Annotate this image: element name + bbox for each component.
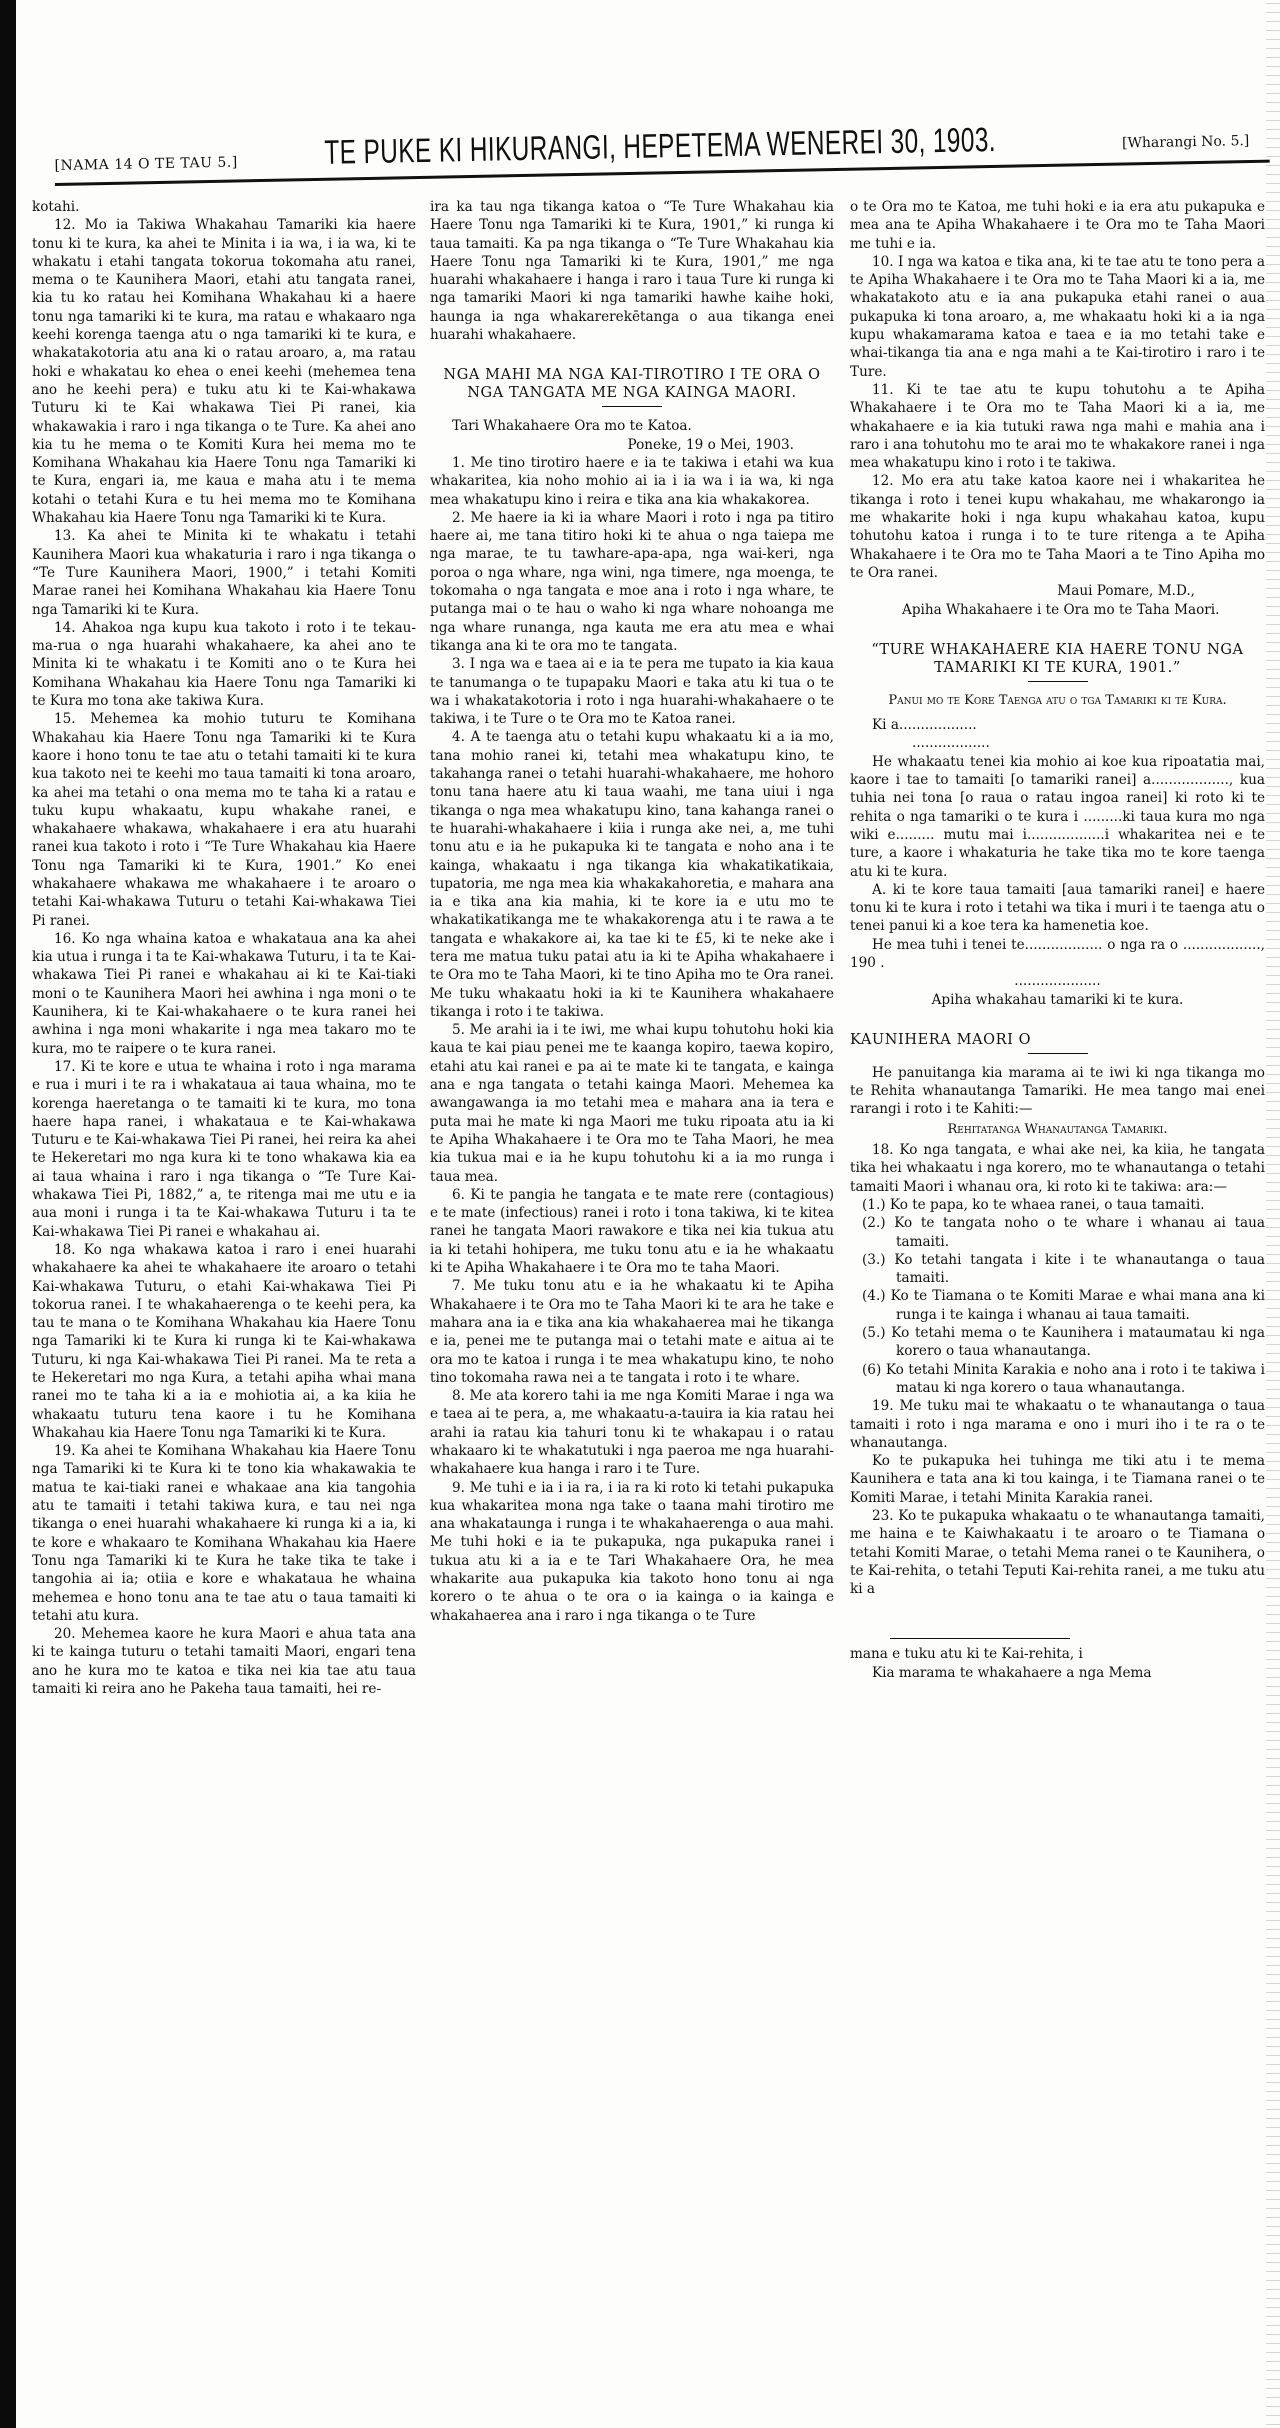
signature-name: Maui Pomare, M.D.,: [1057, 583, 1195, 600]
column-3: [850, 198, 1265, 1682]
paragraph: 4. A te taenga atu o tetahi kupu whakaatu ki a ia mo, tana mohio ranei ki, tetahi mea whakatupu kino, te takahanga ranei o tetahi huarahi-whakahaere, me hohoro tonu tana haere atu ki taua waahi, me tana uiui i nga tikanga o nga mea whakatupu kino, tana kahanga ranei o te huarahi-whakahaere i kiia i runga ake nei, a, me tuhi tonu atu e ia he pukapuka ki te tangata e noho ana i te kainga, whakaatu i nga tikanga kia whakatikatikaia, tupatoria, me nga mea kia whakakahoretia, e mahara ana ia e tika ana kia mahia, ki te kore ia e utu mo te whakatikatikanga me te whakakorenga atu i te rawa a te tangata e whakakore ai, ka tae ki te £5, ki te neke ake i tera me matua tuku patai atu ia ki te Apiha whakahaere i te Ora mo te Taha Maori, ki te tino Apiha mo te Ora ranei. Me tuku whakaatu hoki ia ki te Kaunihera whakahaere tikanga i roto i te takiwa.: [430, 729, 834, 1020]
paragraph: 5. Me arahi ia i te iwi, me whai kupu tohutohu hoki kia kaua te kai piau penei me te kaanga kopiro, taewa kopiro, etahi atu kai ranei e pa ai te mate ki te tangata, e kainga ana e nga tangata o tetahi kainga Maori. Mehemea ka awangawanga ia mo tetahi mea e mahara ana ia tera e puta mai he mate ki nga Maori me tuku ripoata atu ia ki te Apiha Whakahaere i te Ora mo te Taha Maori, he mea kia tukua mai e ia he kupu tohutohu ki a ia mo runga i taua mea.: [430, 1022, 834, 1185]
scan-edge-right: [1266, 0, 1280, 2428]
paragraph: 7. Me tuku tonu atu e ia he whakaatu ki te Apiha Whakahaere i te Ora mo te Taha Maori ki te ara he take e mahara ana ia e tika ana kia whakahaerea mai he tikanga e ia, penei me te putanga mai o tetahi mate e aitua ai te ora mo te katoa i runga i te mea whakatupu kino, te noho tino tokomaha rawa nei a te tangata i roto i te whare.: [430, 1278, 834, 1386]
paragraph: 9. Me tuhi e ia i ia ra, i ia ra ki roto ki tetahi pukapuka kua whakaritea mona nga take o taana mahi tirotiro me ana whakataunga i runga i te whakahaerenga o aua mahi. Me tuhi hoki e ia te pukapuka, nga pukapuka ranei i tukua atu ki a ia e te Tari Whakahaere Ora, he mea whakarite aua pukapuka kia takoto hono tonu ai nga korero o te ahua o te ora o ia kainga o ia kainga e whakahaerea ana i raro i nga tikanga o te Ture: [430, 1479, 834, 1624]
blank-space: [850, 1598, 1265, 1632]
paragraph: 8. Me ata korero tahi ia me nga Komiti Marae i nga wa e taea ai te pera, a, me whakaatu-a-tauira ia kia ratau hei arahi ia ratau kia tahuri tonu ki te whakapau i o ratau whakaaro ki te whakatutuki i nga paeroa me nga huarahi-whakahaere kua hanga i raro i te Ture.: [430, 1388, 834, 1478]
masthead: [53, 85, 1269, 188]
list-item: (3.) Ko tetahi tangata i kite i te whanautanga o taua tamaiti.: [862, 1251, 1265, 1287]
issue-number: [NAMA 14 O TE TAU 5.]: [54, 154, 238, 175]
newspaper-title: TE PUKE KI HIKURANGI, HEPETEMA WENEREI 30, 1903.: [324, 120, 997, 172]
paragraph: mana e tuku atu ki te Kai-rehita, i: [850, 1646, 1083, 1663]
article-heading: “TURE WHAKAHAERE KIA HAERE TONU NGA TAMARIKI KI TE KURA, 1901.”: [871, 641, 1244, 676]
column-1: [32, 198, 416, 1698]
form-paragraph: A. ki te kore taua tamaiti [aua tamariki ranei] e haere tonu ki te kura i roto i tetahi wa tika i muri i te taenga atu o tenei panui ki a koe tera ka hamenetia koe.: [850, 881, 1265, 935]
paragraph: 16. Ko nga whaina katoa e whakataua ana ka ahei kia utua i runga i ta te Kai-whakawa Tuturu, i ta te Kai-whakawa Tiei Pi ranei e whakahau ai ki te Kai-tiaki moni o te Kaunihera Maori hei awhina i nga moni o te Kaunihera, ki te Kai-whakahaere o te kura ranei hei awhina i nga moni whakarite i nga mea takaro mo te kura, mo te raipere o te kura ranei.: [32, 930, 416, 1057]
scan-border-left: [0, 0, 16, 2428]
list-item: (4.) Ko te Tiamana o te Komiti Marae e whai mana ana ki runga i te kainga i whanau ai taua tamaiti.: [862, 1288, 1265, 1323]
list-item: (5.) Ko tetahi mema o te Kaunihera i mataumatau ki nga korero o taua whanautanga.: [862, 1325, 1265, 1360]
divider: [1028, 681, 1088, 682]
paragraph: Ko te pukapuka hei tuhinga me tiki atu i te mema Kaunihera e tata ana ki tou kainga, i te Tiamana ranei o te Komiti Marae, i tetahi Minita Karakia ranei.: [850, 1453, 1265, 1506]
paragraph: 6. Ki te pangia he tangata e te mate rere (contagious) e te mate (infectious) ranei i roto i tona takiwa, ki te kitea ranei he tangata Maori rawakore e tika nei kia tukua atu ia ki tetahi hohipera, me tuku tonu atu e ia he whakaatu ki te Apiha Whakahaere i te Ora mo te taha Maori.: [430, 1186, 834, 1277]
list-item: (1.) Ko te papa, ko te whaea ranei, o taua tamaiti.: [862, 1196, 1205, 1213]
divider: [890, 1638, 1070, 1639]
paragraph: ira ka tau nga tikanga katoa o “Te Ture Whakahau kia Haere Tonu nga Tamariki ki te Kura, 1901,” ki runga ki taua tamaiti. Ka pa nga tikanga o “Te Ture Whakahau kia Haere Tonu nga Tamariki ki te Kura, 1901,” me nga huarahi whakahaere i hanga i raro i taua Ture ki runga ki nga tamariki Maori ki nga tamariki hawhe kaihe hoki, haunga ia nga whakarerekētanga o aua tikanga enei huarahi whakahaere.: [430, 199, 834, 344]
dateline: Poneke, 19 o Mei, 1903.: [627, 436, 794, 453]
form-paragraph: He whakaatu tenei kia mohio ai koe kua ripoatatia mai, kaore i tae to tamaiti [o tamariki ranei] a.................., kua tuhia nei tona [o raua o ratau ingoa ranei] ki roto ki te rehita o nga tamariki o te kura i .........ki taua kura mo nga wiki e......... mutu mai i..................i whakaritea nei e te ture, a kaore i whakaturia he take tika mo te kore taenga atu ki te kura.: [850, 753, 1265, 880]
paragraph: o te Ora mo te Katoa, me tuhi hoki e ia era atu pukapuka e mea ana te Apiha Whakahaere i te Ora mo te Taha Maori me tuhi e ia.: [850, 199, 1265, 252]
paragraph: 13. Ka ahei te Minita ki te whakatu i tetahi Kaunihera Maori kua whakaturia i raro i nga tikanga o “Te Ture Kaunihera Maori, 1900,” i tetahi Komiti Marae ranei hei Komihana Whakahau kia Haere Tonu nga Tamariki ki te Kura.: [32, 528, 416, 618]
paragraph: 12. Mo era atu take katoa kaore nei i whakaritea he tikanga i roto i tenei kupu whakahau, me whakarongo ia me whakarite hoki i nga kupu whakahau katoa, kupu tohutohu katoa i runga i to te ture ritenga a te Apiha Whakahaere i te Ora mo te Taha Maori a te Tino Apiha mo te Ora ranei.: [850, 473, 1265, 581]
office-line: Tari Whakahaere Ora mo te Katoa.: [452, 418, 692, 435]
form-signature-title: Apiha whakahau tamariki ki te kura.: [931, 991, 1184, 1008]
paragraph: 20. Mehemea kaore he kura Maori e ahua tata ana ki te kainga tuturu o tetahi tamaiti Maori, engari tena ano he kura mo te katoa e tika nei kia tae atu taua tamaiti ki reira ano he Pakeha taua tamaiti, hei re-: [32, 1626, 416, 1698]
list-item: (6) Ko tetahi Minita Karakia e noho ana i roto i te takiwa i matau ki nga korero o taua whanautanga.: [862, 1361, 1265, 1396]
page-number: [Wharangi No. 5.]: [1121, 133, 1250, 152]
subheading: Panui mo te Kore Taenga atu o tga Tamariki ki te Kura.: [888, 692, 1227, 708]
paragraph: kotahi.: [32, 199, 80, 215]
paragraph: 1. Me tino tirotiro haere e ia te takiwa i etahi wa kua whakaritea, kia noho mohio ai ia i ia wa i ia wa, ki nga mea whakatupu kino i reira e tika ana kia whakakorea.: [430, 454, 834, 508]
paragraph: 17. Ki te kore e utua te whaina i roto i nga marama e rua i muri i te ra i whakataua ai taua whaina, mo te korenga haeretanga o te tamaiti ki te kura, mo tona haere hapa ranei, i whakataua e te Kai-whakawa Tuturu e te Kai-whakawa Tiei Pi ranei, hei reira ka ahei te Hekeretari mo nga kura ki te tono whakawa kia ea ai taua whaina i raro i nga tikanga o “Te Ture Kai-whakawa Tiei Pi, 1882,” a, te ritenga mai me utu e ia aua moni i runga i ta te Kai-whakawa Tuturu i ta te Kai-whakawa Tiei Pi ranei e whakahau ai.: [32, 1058, 416, 1240]
paragraph: 3. I nga wa e taea ai e ia te pera me tupato ia kia kaua te tanumanga o te tupapaku Maori e taka atu ki tua o te wa i whakatakotoria i roto i nga huarahi-whakahaere o te takiwa, i te Ture o te Ora mo te Katoa ranei.: [430, 656, 834, 728]
list-item: (2.) Ko te tangata noho o te whare i whanau ai taua tamaiti.: [862, 1215, 1265, 1250]
article-heading: KAUNIHERA MAORI O: [850, 1031, 1032, 1048]
paragraph: 19. Ka ahei te Komihana Whakahau kia Haere Tonu nga Tamariki ki te Kura ki te tono kia whakawakia te matua te kai-tiaki ranei e whakaae ana kia tangohia atu te tamaiti i tetahi takiwa kura, e tau nei nga tikanga o enei huarahi whakahaere ki runga ki a ia, ki te kore e whakaaro te Komihana Whakahau kia Haere Tonu nga Tamariki ki te Kura he take tika te take i tangohia ai ia; otiia e kore e whakataua he whaina mehemea e hono tonu ana te tae atu o taua tamaiti ki tetahi atu kura.: [32, 1443, 416, 1624]
paragraph: 19. Me tuku mai te whakaatu o te whanautanga o taua tamaiti i roto i nga marama e ono i muri iho i te ra o te whanautanga.: [850, 1398, 1265, 1451]
form-line: ..................: [912, 735, 990, 752]
article-heading: NGA MAHI MA NGA KAI-TIROTIRO I TE ORA O NGA TANGATA ME NGA KAINGA MAORI.: [443, 367, 821, 402]
subheading: Rehitatanga Whanautanga Tamariki.: [947, 1121, 1168, 1137]
signature-title: Apiha Whakahaere i te Ora mo te Taha Maori.: [902, 601, 1220, 618]
paragraph: 14. Ahakoa nga kupu kua takoto i roto i te tekau-ma-rua o nga huarahi whakahaere, ka ahei ano te Minita ki te whakatu i te Komiti ano o te Kura hei Komihana Whakahau kia Haere Tonu nga Tamariki ki te Kura mo tona ake takiwa Kura.: [32, 619, 416, 710]
paragraph: 23. Ko te pukapuka whakaatu o te whanautanga tamaiti, me haina e te Kaiwhakaatu i te aroaro o te Tiamana o tetahi Komiti Marae, o tetahi Mema ranei o te Kaunihera, o te Kai-rehita, o tetahi Teputi Kai-rehita ranei, a me tuku atu ki a: [850, 1508, 1265, 1598]
paragraph: 18. Ko nga whakawa katoa i raro i enei huarahi whakahaere ka ahei te whakahaere ite aroaro o tetahi Kai-whakawa Tuturu, o etahi Kai-whakawa Tiei Pi tokorua ranei. I te whakahaerenga o te keehi pera, ka tau te mana o te Komihana Whakahau kia Haere Tonu nga Tamariki ki te Kura ki runga ki te Kai-whakawa Tuturu, ki nga Kai-whakawa Tiei Pi ranei. Ma te reta a te Hekeretari mo nga Kura, a tetahi apiha whai mana ranei mo te taha ki a ia e mohiotia ai, a ka kiia he whakaatu tuturu tena kaore i tu he Komihana Whakahau kia Haere Tonu nga Tamariki ki te Kura.: [32, 1241, 416, 1441]
paragraph: 11. Ki te tae atu te kupu tohutohu a te Apiha Whakahaere i te Ora mo te Taha Maori ki a ia, me whakahaere e ia kia tutuki rawa nga mahi e mahia ana i raro i ana tohutohu mo te arai mo te whakakore ranei i nga mea whakatupu kino i roto i te takiwa.: [850, 381, 1265, 472]
divider: [602, 406, 662, 407]
paragraph: 18. Ko nga tangata, e whai ake nei, ka kiia, he tangata tika hei whakaatu i nga korero, mo te whanautanga o tetahi tamaiti Maori i whanau ora, ki roto ki te takiwa: ara:—: [850, 1142, 1265, 1195]
paragraph: He panuitanga kia marama ai te iwi ki nga tikanga mo te Rehita whanautanga Tamariki. He mea tango mai enei rarangi i roto i te Kahiti:—: [850, 1064, 1265, 1118]
column-2: [430, 198, 834, 1625]
divider: [1028, 1053, 1088, 1054]
paragraph: 2. Me haere ia ki ia whare Maori i roto i nga pa titiro haere ai, me tana titiro hoki ki te ahua o nga taiepa me nga marae, te tu tawhare-apa-apa, nga wai-keri, nga poroa o nga whare, nga wini, nga timere, nga moenga, te tokomaha o nga tangata e moe ana i roto i nga whare, te putanga mai o te hau o waho ki nga whare nohoanga me nga whare runanga, nga kauta me era atu mea e whai tikanga ana ki te ora mo te tangata.: [430, 509, 834, 654]
form-signature-line: ....................: [1014, 973, 1101, 990]
form-paragraph: He mea tuhi i tenei te.................. o nga ra o .................., 190 .: [850, 936, 1265, 971]
paragraph: 15. Mehemea ka mohio tuturu te Komihana Whakahau kia Haere Tonu nga Tamariki ki te Kura kaore i hono tonu te tae atu o tetahi tamaiti ki te kura kua takoto nei te keehi mo taua tamaiti ki tona aroaro, ka ahei ma tetahi o ona mema mo te taha ki a ratau e tuku kupu whakaatu, kupu whakahe ranei, e whakahaere whakawa, whakahaere i era atu huarahi ranei kua takoto i roto i “Te Ture Whakahau kia Haere Tonu nga Tamariki ki te Kura, 1901.” Ko enei whakahaere whakawa me whakahaere i te aroaro o tetahi Kai-whakawa Tuturu o tetahi Kai-whakawa Tiei Pi ranei.: [32, 711, 416, 929]
form-line: Ki a..................: [872, 717, 977, 734]
paragraph: Kia marama te whakahaere a nga Mema: [872, 1664, 1152, 1681]
paragraph: 12. Mo ia Takiwa Whakahau Tamariki kia haere tonu ki te kura, ka ahei te Minita i ia wa, i ia wa, ki te whakatu i etahi tangata tokorua tokomaha atu ranei, mema o te Kaunihera Maori, etahi atu tangata ranei, kia tu ko ratau hei Komihana Whakahau ki a haere tonu nga tamariki ki te kura, ma ratau e whakaaro nga keehi korenga taenga atu o nga tamariki ki te kura, e whakatakotoria atu ana ki o ratau aroaro, a, ma ratau hoki e whakatau ko ehea o enei keehi (mehemea tena ano he keehi pera) e tuku atu ki te Kai-whakawa Tuturu ki te Kai whakawa Tiei Pi ranei, kia whakawakia i raro i nga tikanga o te Ture. Ka ahei ano kia tu he mema o te Komiti Kura hei mema mo te Komihana Whakahau kia Haere Tonu nga Tamariki ki te Kura, engari ia, me kaua e maha atu i te mema kotahi o tetahi Kura e tu hei mema mo te Komihana Whakahau kia Haere Tonu nga Tamariki ki te Kura.: [32, 217, 416, 527]
paragraph: 10. I nga wa katoa e tika ana, ki te tae atu te tono pera a te Apiha Whakahaere i te Ora mo te Taha Maori ki a ia, me whakatakoto atu e ia ana pukapuka etahi ranei o aua pukapuka ki tona aroaro, a, me whakaatu hoki ki a ia nga kupu whakamarama katoa e taea e ia mo tetahi take e whai-tikanga tia ana e nga mahi a te Kai-tirotiro i raro i te Ture.: [850, 253, 1265, 380]
